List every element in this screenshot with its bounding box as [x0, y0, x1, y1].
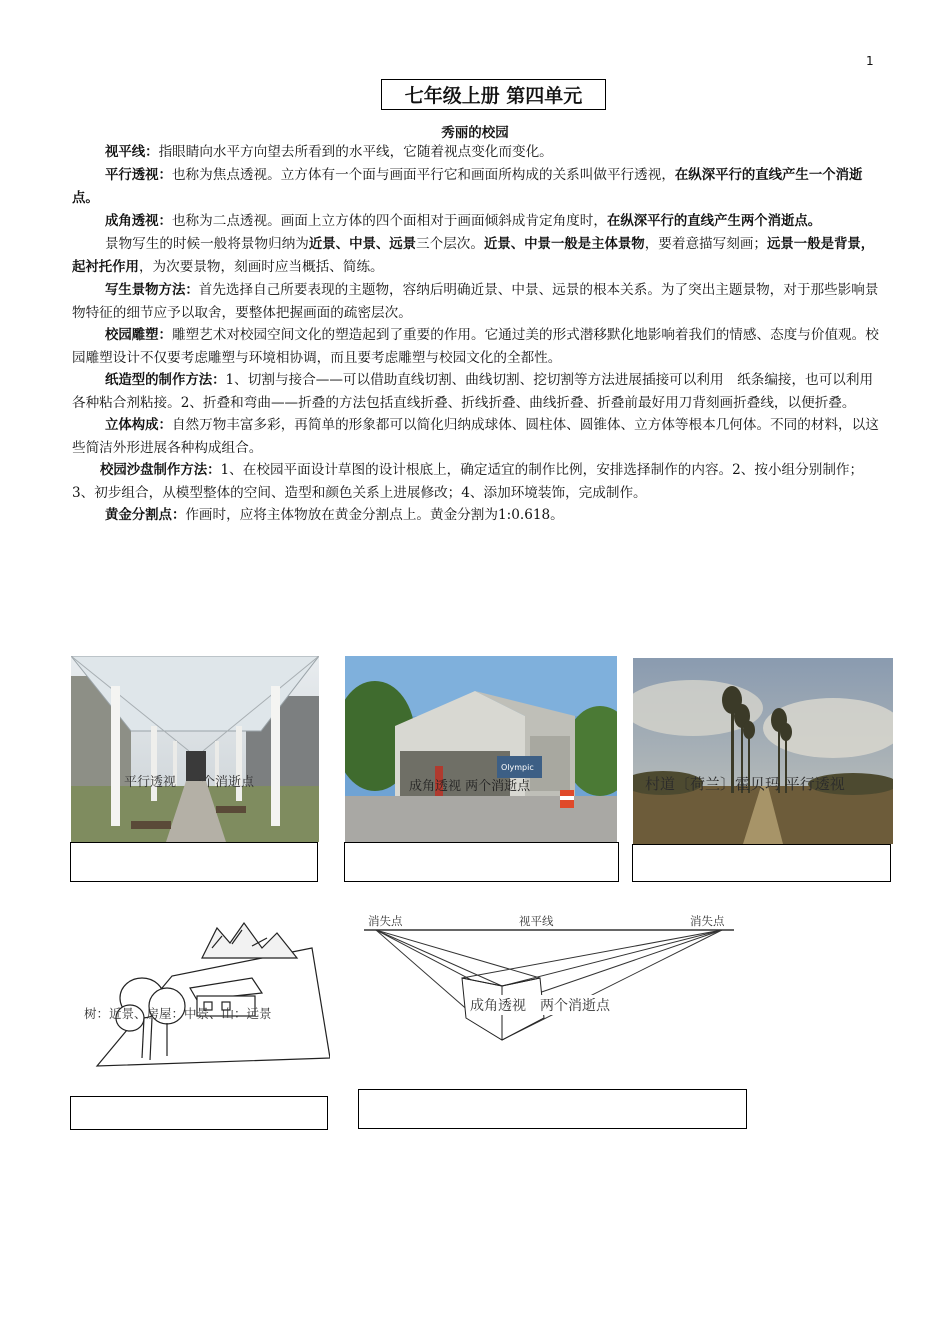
- landscape-label: 树：近景、房屋：中景、山：远景: [84, 1006, 272, 1021]
- paragraph-horizon-line: [72, 141, 884, 164]
- text-sketch-method: 首先选择自己所要表现的主题物，容纳后明确近景、中景、远景的根本关系。为了突出主题景物，对于那些影响景物特征的细节应予以取舍，要整体把握画面的疏密层次。: [72, 282, 879, 321]
- text-paper-modeling: 1、切割与接合——可以借助直线切割、曲线切割、挖切割等方法进展插接可以利用 纸条编接，也可以利用各种粘合剂粘接。2、折叠和弯曲——折叠的方法包括直线折叠、折线折叠、曲线折叠、折叠前最好用刀背刻画折叠线，以便折叠。: [72, 372, 874, 411]
- term-horizon-line: 视平线：: [105, 145, 159, 160]
- paragraph-3d-composition: [72, 414, 884, 459]
- corridor-photo: [71, 656, 319, 842]
- perspective-caption-box: [358, 1089, 747, 1129]
- page-number: 1: [866, 54, 874, 68]
- text-sand-table: 1、在校园平面设计草图的设计根底上，确定适宜的制作比例，安排选择制作的内容。2、按小组分别制作；3、初步组合，从模型整体的空间、造型和颜色关系上进展修改；4、添加环境装饰，完成制作。: [72, 462, 864, 501]
- horizon-line-label: 视平线: [519, 914, 554, 928]
- paragraph-sand-table: [72, 459, 884, 504]
- text-golden-section: 作画时，应将主体物放在黄金分割点上。黄金分割为1:0.618。: [185, 507, 564, 523]
- paragraph-campus-sculpture: [72, 324, 884, 369]
- paragraph-parallel-perspective: [72, 164, 884, 210]
- body-text: [72, 141, 884, 527]
- vanishing-point-left-label: 消失点: [368, 914, 403, 928]
- paragraph-angular-perspective: [72, 210, 884, 233]
- building-photo: [345, 656, 617, 842]
- paragraph-scenery-layers: [72, 233, 884, 279]
- paragraph-golden-section: [72, 504, 884, 527]
- hobbema-painting: [633, 658, 893, 844]
- paragraph-paper-modeling: [72, 369, 884, 414]
- term-paper-modeling: 纸造型的制作方法：: [105, 373, 226, 388]
- text-campus-sculpture: 雕塑艺术对校园空间文化的塑造起到了重要的作用。它通过美的形式潜移默化地影响着我们的情感、态度与价值观。校园雕塑设计不仅要考虑雕塑与环境相协调，而且要考虑雕塑与校园文化的全都性。: [72, 327, 879, 366]
- building-label: 成角透视 两个消逝点: [409, 779, 531, 794]
- bold-scenery-d: 近景、中景一般是主体景物: [484, 237, 645, 252]
- bold-scenery-f: 远景一般是背景，起衬托作用: [72, 237, 875, 275]
- bold-scenery-b: 近景、中景、远景: [308, 237, 417, 252]
- text-scenery-e: ，要着意描写刻画；: [644, 236, 768, 252]
- text-parallel-perspective: 也称为焦点透视。立方体有一个面与画面平行它和画面所构成的关系叫做平行透视，: [171, 167, 675, 183]
- page-subtitle: 秀丽的校园: [441, 125, 509, 141]
- hobbema-label: 村道〔荷兰〕霍贝玛 平行透视: [645, 775, 845, 793]
- term-golden-section: 黄金分割点：: [105, 508, 186, 523]
- paragraph-sketch-method: [72, 279, 884, 324]
- corridor-caption-box: [70, 842, 318, 882]
- vanishing-point-right-label: 消失点: [690, 914, 725, 928]
- bold-angular-perspective: 在纵深平行的直线产生两个消逝点。: [606, 214, 822, 229]
- text-scenery-a: 景物写生的时候一般将景物归纳为: [105, 236, 309, 252]
- term-sketch-method: 写生景物方法：: [105, 283, 199, 298]
- perspective-diagram-label: 成角透视 两个消逝点: [470, 995, 610, 1015]
- page-title: 七年级上册 第四单元: [381, 79, 606, 110]
- term-sand-table: 校园沙盘制作方法：: [100, 463, 221, 478]
- text-scenery-c: 三个层次。: [416, 236, 484, 252]
- text-scenery-g: ，为次要景物，刻画时应当概括、简练。: [138, 259, 384, 275]
- building-caption-box: [344, 842, 619, 882]
- term-3d-composition: 立体构成：: [105, 418, 172, 433]
- term-parallel-perspective: 平行透视：: [105, 168, 172, 183]
- two-point-perspective-diagram: [362, 910, 740, 1060]
- landscape-sketch: [72, 918, 330, 1084]
- bold-parallel-perspective: 在纵深平行的直线产生一个消逝点。: [72, 168, 863, 206]
- term-campus-sculpture: 校园雕塑：: [105, 328, 172, 343]
- landscape-caption-box: [70, 1096, 328, 1130]
- text-angular-perspective: 也称为二点透视。画面上立方体的四个面相对于画面倾斜成肯定角度时，: [171, 213, 607, 229]
- text-3d-composition: 自然万物丰富多彩，再简单的形象都可以简化归纳成球体、圆柱体、圆锥体、立方体等根本几何体。不同的材料，以这些简洁外形进展各种构成组合。: [72, 417, 879, 456]
- corridor-label: 平行透视 一个消逝点: [124, 775, 255, 790]
- term-angular-perspective: 成角透视：: [105, 214, 172, 229]
- building-sign-text: Olympic: [501, 763, 534, 772]
- text-horizon-line: 指眼睛向水平方向望去所看到的水平线，它随着视点变化而变化。: [158, 144, 553, 160]
- hobbema-caption-box: [632, 844, 891, 882]
